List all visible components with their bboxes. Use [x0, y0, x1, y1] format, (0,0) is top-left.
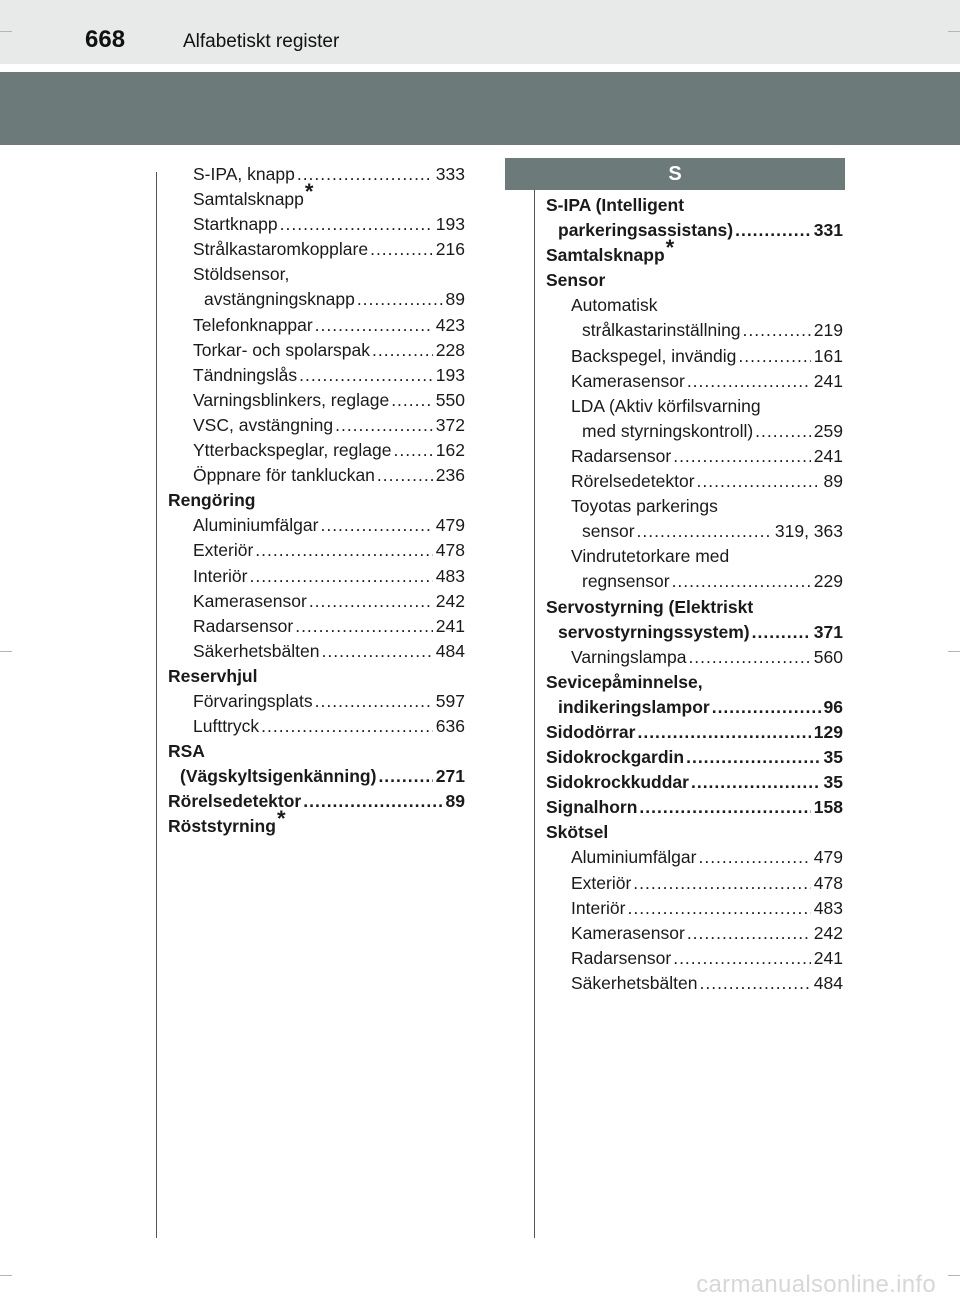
entry-text: Interiör [193, 565, 248, 586]
leader-dots [321, 639, 432, 664]
entry-page-number: 271 [435, 764, 465, 789]
asterisk-mark: * [665, 235, 675, 261]
entry-page-number: 636 [435, 714, 465, 739]
entry-text: Lufttryck [193, 716, 260, 737]
entry-text: Toyotas parkerings [571, 496, 718, 517]
entry-page-number: 241 [813, 946, 843, 971]
entry-text: S-IPA (Intelligent [546, 195, 685, 215]
entry-text: sensor [582, 521, 635, 542]
entry-page-number: 483 [813, 896, 843, 921]
index-entry [168, 764, 465, 789]
crop-mark [0, 31, 12, 32]
entry-page-number: 89 [445, 287, 465, 312]
header-bar [0, 0, 960, 64]
index-entry [546, 795, 843, 820]
entry-page-number: 484 [813, 971, 843, 996]
index-entry [546, 820, 843, 845]
leader-dots [698, 845, 810, 870]
entry-text: Radarsensor [193, 615, 294, 636]
entry-text: Säkerhetsbälten [571, 972, 698, 993]
entry-text: Exteriör [193, 540, 254, 561]
entry-text: regnsensor [582, 571, 670, 592]
entry-page-number: 219 [813, 318, 843, 343]
leader-dots [391, 388, 433, 413]
index-entry [168, 789, 465, 814]
entry-text: Skötsel [546, 822, 609, 843]
leader-dots [309, 589, 433, 614]
leader-dots [297, 162, 433, 187]
index-entry [546, 946, 843, 971]
entry-page-number: 241 [813, 444, 843, 469]
entry-text: Kamerasensor [571, 370, 685, 391]
entry-text: Förvaringsplats [193, 690, 313, 711]
entry-page-number: 228 [435, 338, 465, 363]
leader-dots [372, 338, 433, 363]
entry-text: Sidokrockkuddar [546, 772, 689, 793]
entry-text: strålkastarinställning [582, 320, 741, 341]
entry-text: Vindrutetorkare med [571, 546, 730, 567]
entry-page-number: 129 [813, 720, 843, 745]
asterisk-mark: * [276, 806, 286, 832]
entry-text: Rengöring [168, 490, 256, 511]
index-entry [168, 614, 465, 639]
entry-page-number: 193 [435, 212, 465, 237]
index-entry [546, 394, 843, 419]
entry-text: Automatisk [571, 295, 658, 316]
entry-text: Sidokrockgardin [546, 747, 685, 768]
entry-page-number: 229 [813, 569, 843, 594]
entry-text: Telefonknappar [193, 314, 313, 335]
entry-text: Samtalsknapp* [193, 179, 314, 210]
entry-text: Backspegel, invändig [571, 345, 737, 366]
index-entry [168, 388, 465, 413]
entry-page-number: 241 [813, 369, 843, 394]
leader-dots [738, 344, 810, 369]
index-entry [546, 745, 843, 770]
index-entry [168, 739, 465, 764]
index-entry [168, 538, 465, 563]
leader-dots [752, 620, 811, 645]
entry-page-number: 483 [435, 564, 465, 589]
index-column-right [546, 193, 843, 996]
index-entry [546, 444, 843, 469]
entry-page-number: 216 [435, 237, 465, 262]
leader-dots [303, 789, 442, 814]
entry-text: parkeringsassistans) [558, 220, 734, 241]
leader-dots [377, 463, 433, 488]
entry-text: (Vägskyltsigenkänning) [180, 766, 377, 787]
entry-text: Radarsensor [571, 445, 672, 466]
entry-text: servostyrningssystem) [558, 621, 750, 642]
leader-dots [687, 369, 811, 394]
index-entry [546, 268, 843, 293]
leader-dots [315, 313, 433, 338]
index-entry [546, 645, 843, 670]
index-entry [168, 513, 465, 538]
entry-page-number: 242 [813, 921, 843, 946]
entry-page-number: 162 [435, 438, 465, 463]
entry-page-number: 423 [435, 313, 465, 338]
crop-mark [948, 651, 960, 652]
index-entry [168, 338, 465, 363]
leader-dots [633, 871, 811, 896]
leader-dots [249, 564, 432, 589]
index-entry [546, 344, 843, 369]
entry-page-number: 242 [435, 589, 465, 614]
index-entry [546, 318, 843, 343]
entry-page-number: 372 [435, 413, 465, 438]
page-number: 668 [85, 26, 126, 53]
leader-dots [393, 438, 432, 463]
entry-page-number: 478 [435, 538, 465, 563]
leader-dots [673, 946, 811, 971]
entry-text: Servostyrning (Elektriskt [546, 596, 754, 617]
entry-text: LDA (Aktiv körfilsvarning [571, 395, 761, 416]
entry-page-number: 333 [435, 162, 465, 187]
crop-mark [948, 31, 960, 32]
index-entry [168, 806, 465, 839]
index-entry [546, 193, 843, 218]
leader-dots [637, 720, 810, 745]
entry-text: Torkar- och spolarspak [193, 339, 371, 360]
leader-dots [672, 569, 811, 594]
index-entry [168, 438, 465, 463]
entry-page-number: 259 [813, 419, 843, 444]
entry-text: Varningslampa [571, 646, 687, 667]
index-entry [546, 971, 843, 996]
entry-text: VSC, avstängning [193, 414, 334, 435]
index-column-left [168, 162, 465, 840]
leader-dots [639, 795, 810, 820]
index-entry [168, 488, 465, 513]
entry-text: Startknapp [193, 214, 278, 235]
entry-text: Rörelsedetektor [168, 791, 302, 812]
index-entry [546, 845, 843, 870]
leader-dots [637, 519, 772, 544]
entry-page-number: 479 [813, 845, 843, 870]
column-divider-right [534, 190, 535, 1238]
entry-text: Exteriör [571, 872, 632, 893]
index-entry [168, 564, 465, 589]
leader-dots [627, 896, 810, 921]
leader-dots [691, 770, 821, 795]
entry-text: Röststyrning* [168, 806, 286, 837]
leader-dots [255, 538, 433, 563]
entry-page-number: 161 [813, 344, 843, 369]
entry-text: Öppnare för tankluckan [193, 465, 375, 486]
entry-page-number: 241 [435, 614, 465, 639]
index-entry [168, 413, 465, 438]
leader-dots [687, 921, 811, 946]
leader-dots [743, 318, 811, 343]
index-entry [168, 664, 465, 689]
entry-text: Kamerasensor [571, 922, 685, 943]
index-entry [168, 689, 465, 714]
entry-text: avstängningsknapp [204, 289, 355, 310]
index-entry [546, 569, 843, 594]
index-entry [546, 921, 843, 946]
watermark-url: carmanualsonline.info [696, 1271, 936, 1298]
leader-dots [673, 444, 811, 469]
index-entry [546, 695, 843, 720]
index-entry [546, 595, 843, 620]
asterisk-mark: * [304, 179, 314, 205]
index-entry [546, 871, 843, 896]
entry-text: Säkerhetsbälten [193, 640, 320, 661]
entry-page-number: 319, 363 [774, 519, 843, 544]
entry-page-number: 96 [823, 695, 843, 720]
entry-text: Sevicepåminnelse, [546, 671, 703, 692]
index-entry [546, 770, 843, 795]
entry-page-number: 35 [823, 770, 843, 795]
leader-dots [261, 714, 433, 739]
index-entry [546, 469, 843, 494]
entry-text: Aluminiumfälgar [571, 847, 697, 868]
entry-text: Samtalsknapp* [546, 235, 675, 266]
index-entry [546, 620, 843, 645]
entry-text: Sensor [546, 270, 606, 291]
leader-dots [697, 469, 821, 494]
entry-text: Reservhjul [168, 665, 258, 686]
section-letter-header: S [505, 158, 845, 190]
page-title: Alfabetiskt register [183, 31, 340, 52]
leader-dots [315, 689, 433, 714]
index-entry [546, 235, 843, 268]
entry-page-number: 479 [435, 513, 465, 538]
leader-dots [357, 287, 443, 312]
index-entry [546, 519, 843, 544]
leader-dots [320, 513, 432, 538]
leader-dots [280, 212, 433, 237]
entry-text: Rörelsedetektor [571, 471, 695, 492]
entry-text: Strålkastaromkopplare [193, 239, 369, 260]
entry-text: Signalhorn [546, 797, 638, 818]
index-entry [168, 313, 465, 338]
leader-dots [755, 419, 811, 444]
entry-page-number: 331 [813, 218, 843, 243]
index-entry [168, 237, 465, 262]
index-entry [168, 463, 465, 488]
entry-text: Stöldsensor, [193, 264, 290, 285]
leader-dots [699, 971, 810, 996]
entry-text: Aluminiumfälgar [193, 515, 319, 536]
crop-mark [948, 1275, 960, 1276]
entry-text: indikeringslampor [558, 696, 710, 717]
index-entry [168, 162, 465, 187]
index-entry [546, 218, 843, 243]
entry-page-number: 484 [435, 639, 465, 664]
leader-dots [299, 363, 433, 388]
index-entry [546, 369, 843, 394]
index-entry [546, 544, 843, 569]
leader-dots [688, 645, 810, 670]
entry-page-number: 597 [435, 689, 465, 714]
index-entry [546, 670, 843, 695]
index-entry [168, 287, 465, 312]
entry-text: Radarsensor [571, 947, 672, 968]
entry-page-number: 158 [813, 795, 843, 820]
entry-text: Tändningslås [193, 364, 298, 385]
index-entry [168, 714, 465, 739]
entry-page-number: 35 [823, 745, 843, 770]
entry-text: Interiör [571, 897, 626, 918]
index-entry [168, 363, 465, 388]
entry-text: S-IPA, knapp [193, 164, 295, 184]
entry-text: Kamerasensor [193, 590, 307, 611]
index-entry [546, 494, 843, 519]
leader-dots [686, 745, 820, 770]
leader-dots [370, 237, 433, 262]
entry-page-number: 560 [813, 645, 843, 670]
index-entry [168, 179, 465, 212]
leader-dots [712, 695, 821, 720]
index-entry [546, 293, 843, 318]
index-entry [546, 896, 843, 921]
entry-page-number: 371 [813, 620, 843, 645]
leader-dots [378, 764, 432, 789]
index-entry [168, 639, 465, 664]
index-entry [168, 589, 465, 614]
entry-page-number: 193 [435, 363, 465, 388]
entry-text: RSA [168, 741, 205, 762]
entry-page-number: 236 [435, 463, 465, 488]
entry-page-number: 550 [435, 388, 465, 413]
index-entry [168, 212, 465, 237]
column-divider-left [156, 172, 157, 1238]
crop-mark [0, 651, 12, 652]
index-entry [546, 720, 843, 745]
entry-page-number: 478 [813, 871, 843, 896]
leader-dots [295, 614, 433, 639]
chapter-banner [0, 72, 960, 145]
entry-text: Ytterbackspeglar, reglage [193, 440, 392, 461]
crop-mark [0, 1275, 12, 1276]
entry-page-number: 89 [445, 789, 465, 814]
entry-text: med styrningskontroll) [582, 420, 754, 441]
index-entry [168, 262, 465, 287]
entry-page-number: 89 [823, 469, 843, 494]
leader-dots [735, 218, 811, 243]
index-entry [546, 419, 843, 444]
entry-text: Varningsblinkers, reglage [193, 389, 390, 410]
leader-dots [335, 413, 433, 438]
entry-text: Sidodörrar [546, 721, 636, 742]
